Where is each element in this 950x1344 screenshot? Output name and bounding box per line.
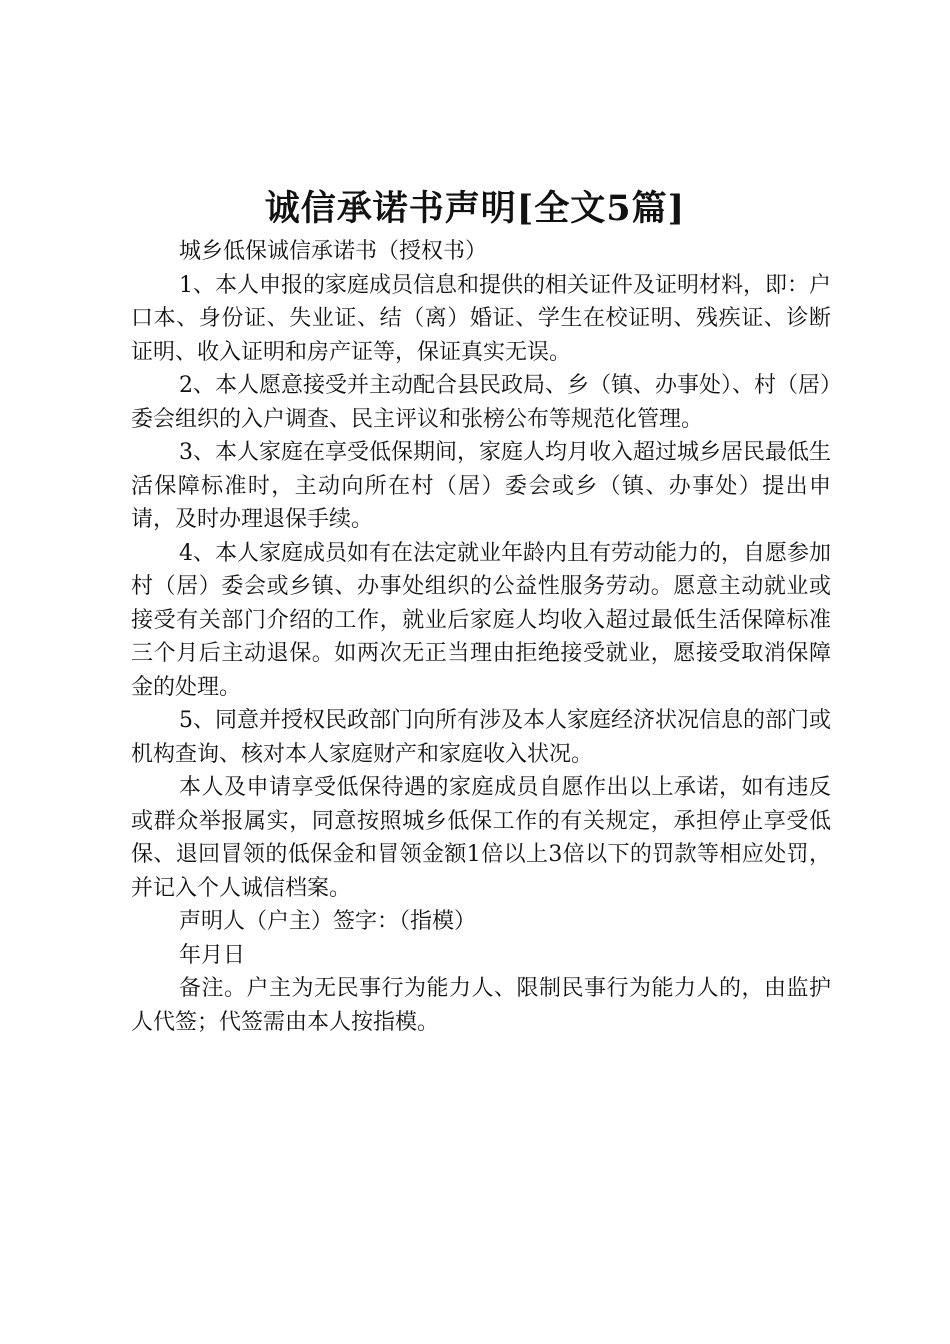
document-body	[131, 235, 831, 1039]
paragraph-subtitle: 城乡低保诚信承诺书（授权书）	[179, 239, 488, 264]
signature-line: 声明人（户主）签字：（指模）	[179, 909, 477, 934]
date-line: 年月日	[179, 942, 246, 968]
paragraph-item-3: 3、本人家庭在享受低保期间，家庭人均月收入超过城乡居民最低生活保障标准时，主动向所在村（居）委会或乡（镇、办事处）提出申请，及时办理退保手续。	[131, 440, 831, 532]
paragraph-pledge: 本人及申请享受低保待遇的家庭成员自愿作出以上承诺，如有违反或群众举报属实，同意按照城乡低保工作的有关规定，承担停止享受低保、退回冒领的低保金和冒领金额1倍以上3倍以下的罚款等相应处罚，并记入个人诚信档案。	[131, 775, 831, 901]
paragraph-item-4: 4、本人家庭成员如有在法定就业年龄内且有劳动能力的，自愿参加村（居）委会或乡镇、办事处组织的公益性服务劳动。愿意主动就业或接受有关部门介绍的工作，就业后家庭人均收入超过最低生活保障标准三个月后主动退保。如两次无正当理由拒绝接受就业，愿接受取消保障金的处理。	[131, 540, 831, 700]
paragraph-item-2: 2、本人愿意接受并主动配合县民政局、乡（镇、办事处）、村（居）委会组织的入户调查、民主评议和张榜公布等规范化管理。	[131, 373, 831, 432]
paragraph-item-1: 1、本人申报的家庭成员信息和提供的相关证件及证明材料，即：户口本、身份证、失业证、结（离）婚证、学生在校证明、残疾证、诊断证明、收入证明和房产证等，保证真实无误。	[131, 272, 831, 365]
document-title: 诚信承诺书声明[全文5篇]	[264, 188, 686, 229]
paragraph-remark: 备注。户主为无民事行为能力人、限制民事行为能力人的，由监护人代签；代签需由本人按指模。	[131, 976, 831, 1035]
paragraph-item-5: 5、同意并授权民政部门向所有涉及本人家庭经济状况信息的部门或机构查询、核对本人家庭财产和家庭收入状况。	[131, 708, 831, 767]
